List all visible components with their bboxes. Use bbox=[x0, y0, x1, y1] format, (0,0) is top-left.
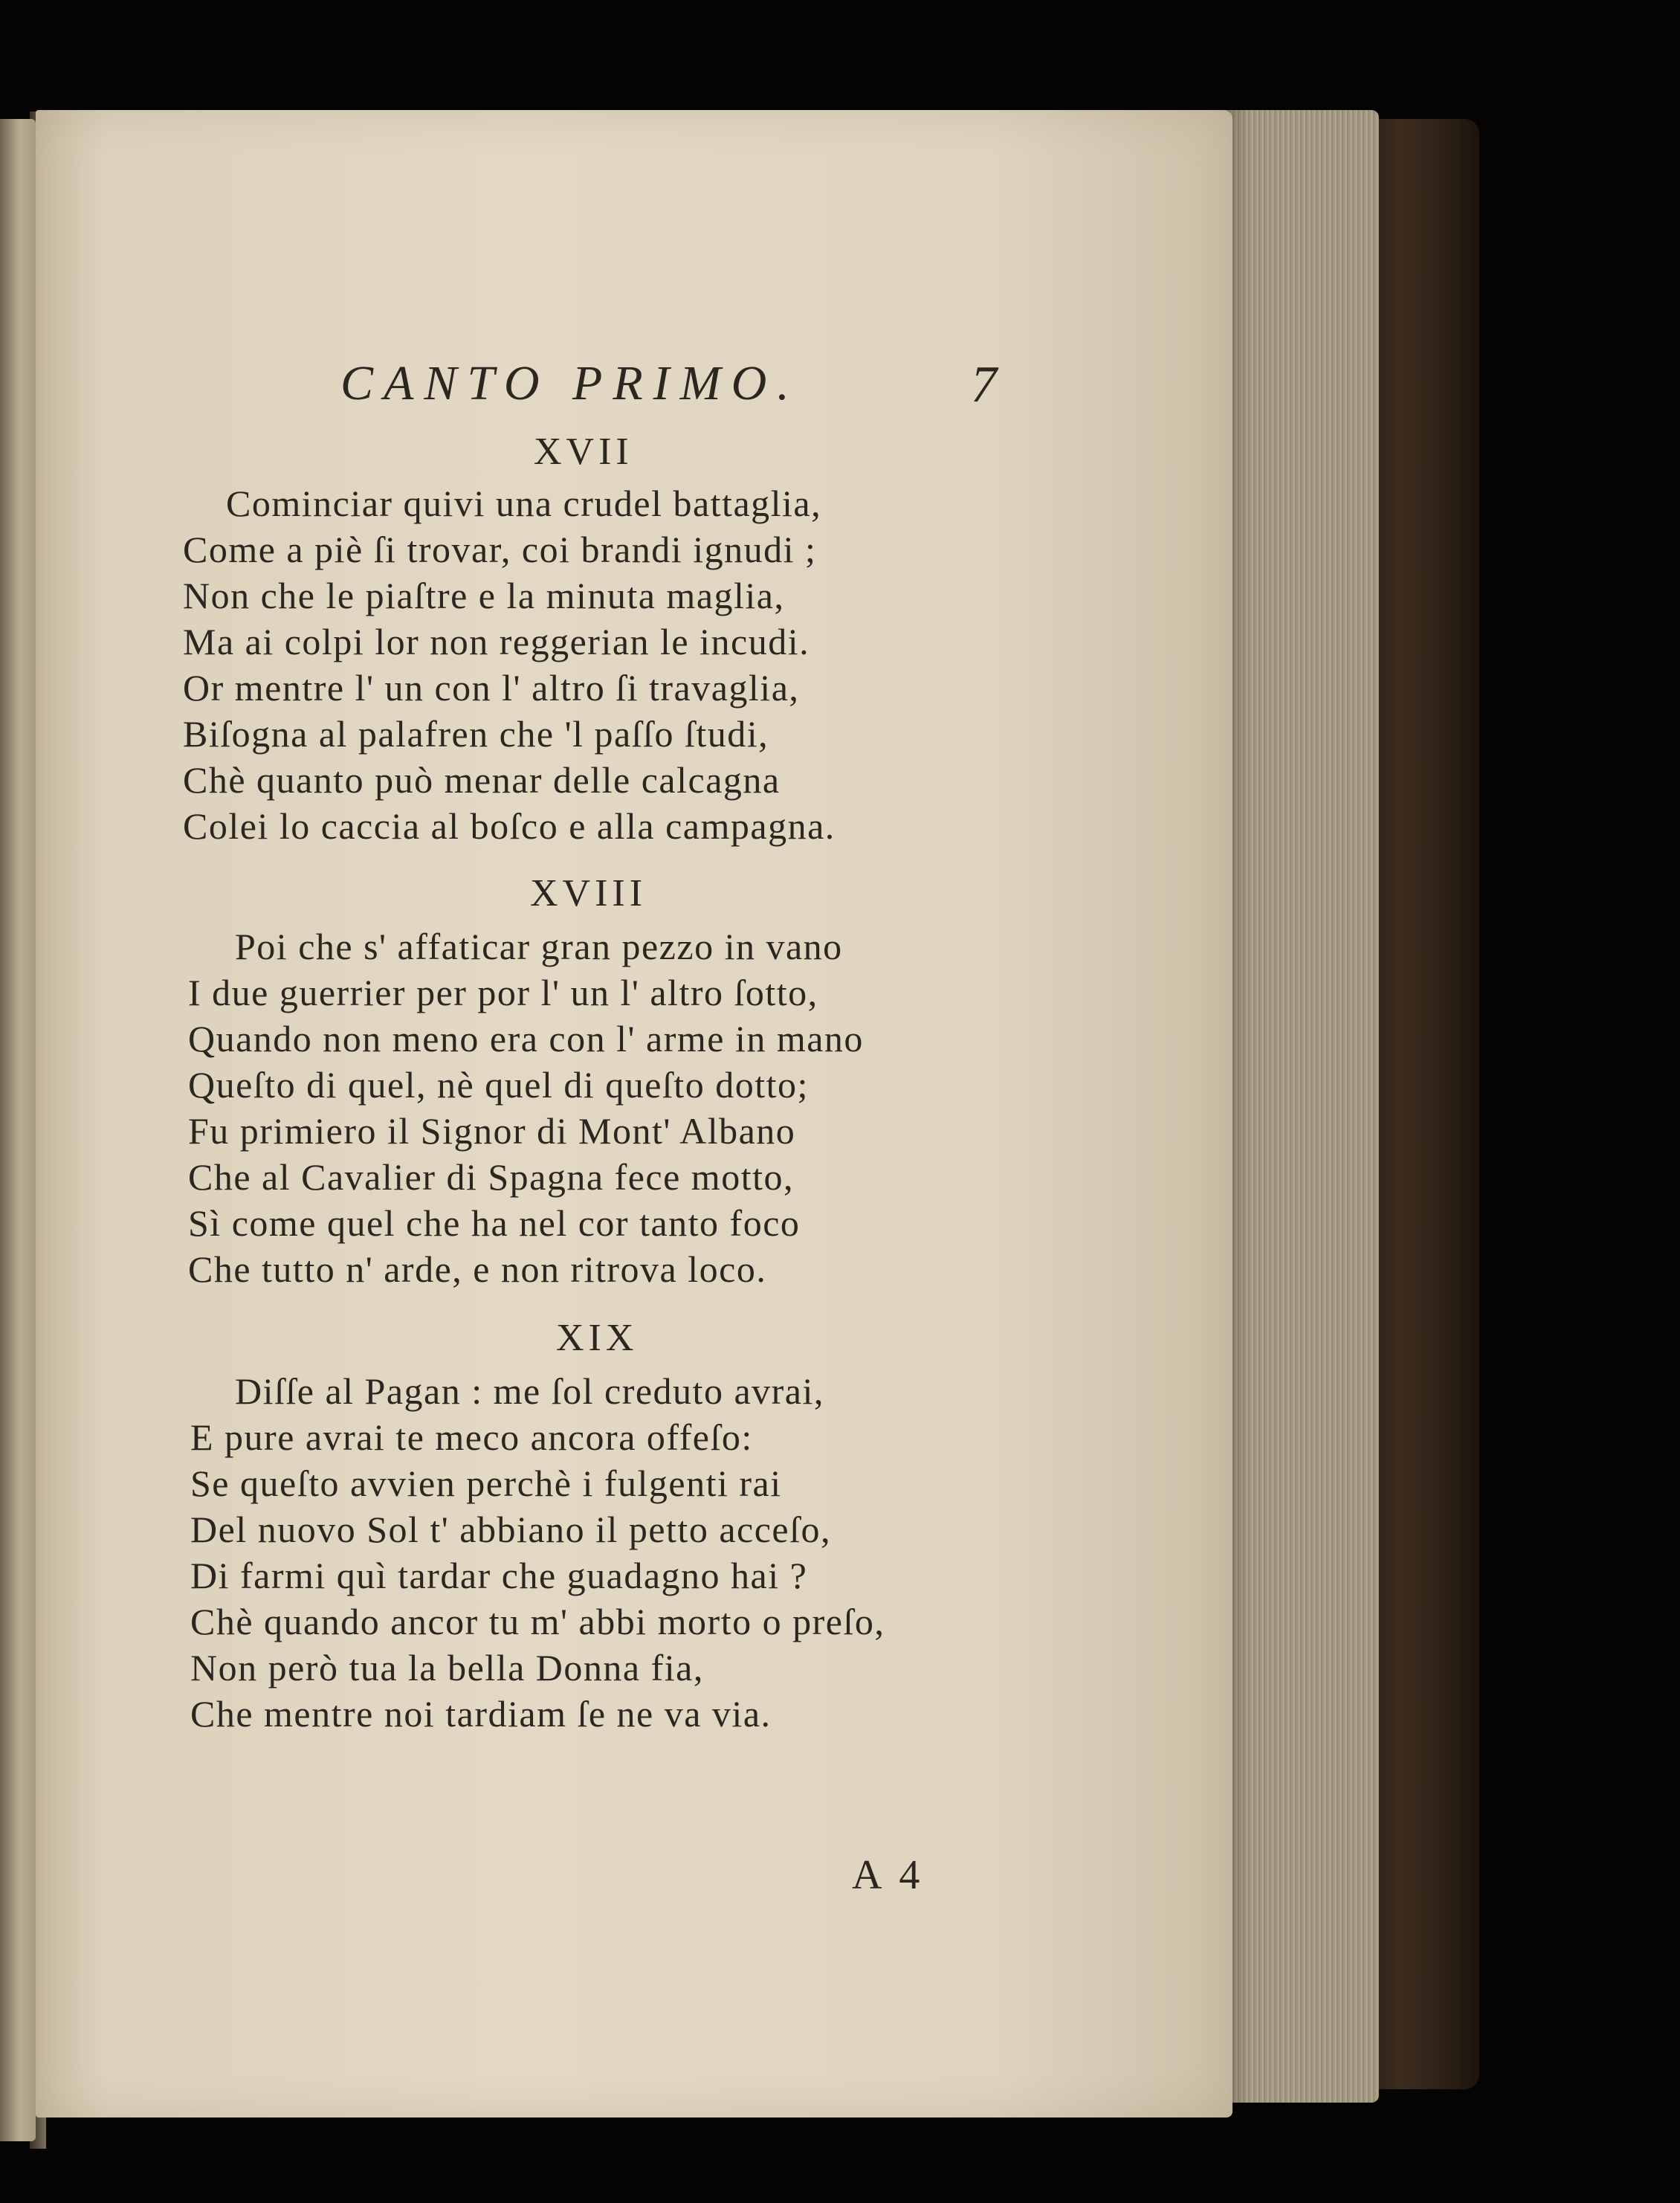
stanza-number: XIX bbox=[556, 1317, 639, 1359]
verse-line: Queſto di quel, nè quel di queſto dotto; bbox=[188, 1064, 809, 1106]
verse-line: Se queſto avvien perchè i fulgenti rai bbox=[190, 1462, 782, 1504]
verse-line: Del nuovo Sol t' abbiano il petto acceſo, bbox=[190, 1509, 831, 1550]
verse-line: Chè quanto può menar delle calcagna bbox=[183, 759, 781, 801]
verse-line: Poi che s' affaticar gran pezzo in vano bbox=[235, 926, 843, 967]
running-head: CANTO PRIMO. bbox=[340, 356, 800, 410]
verse-line: Quando non meno era con l' arme in mano bbox=[188, 1018, 864, 1059]
verse-line: Di farmi quì tardar che guadagno hai ? bbox=[190, 1555, 808, 1596]
page-block-edges bbox=[1219, 110, 1379, 2103]
verse-line: Che al Cavalier di Spagna fece motto, bbox=[188, 1156, 794, 1198]
previous-page-edge bbox=[0, 119, 36, 2141]
verse-line: Ma ai colpi lor non reggerian le incudi. bbox=[183, 621, 810, 662]
verse-line: Non che le piaſtre e la minuta maglia, bbox=[183, 575, 785, 616]
verse-line: Colei lo caccia al boſco e alla campagna. bbox=[183, 805, 836, 847]
page-number: 7 bbox=[971, 356, 997, 413]
leather-cover bbox=[1368, 119, 1479, 2089]
verse-line: Come a piè ſi trovar, coi brandi ignudi ; bbox=[183, 529, 817, 570]
book-page bbox=[36, 110, 1232, 2117]
verse-line: Chè quando ancor tu m' abbi morto o preſo, bbox=[190, 1601, 885, 1642]
verse-line: Cominciar quivi una crudel battaglia, bbox=[226, 483, 822, 524]
verse-line: Fu primiero il Signor di Mont' Albano bbox=[188, 1110, 796, 1152]
verse-line: Che tutto n' arde, e non ritrova loco. bbox=[188, 1248, 767, 1290]
verse-line: Sì come quel che ha nel cor tanto foco bbox=[188, 1202, 801, 1244]
verse-line: E pure avrai te meco ancora offeſo: bbox=[190, 1416, 753, 1458]
stanza-number: XVII bbox=[534, 430, 633, 473]
verse-line: Biſogna al palafren che 'l paſſo ſtudi, bbox=[183, 713, 769, 755]
printer-signature: A 4 bbox=[852, 1852, 925, 1898]
verse-line: Non però tua la bella Donna fia, bbox=[190, 1647, 704, 1688]
verse-line: Diſſe al Pagan : me ſol creduto avrai, bbox=[235, 1370, 824, 1412]
verse-line: I due guerrier per por l' un l' altro ſotto, bbox=[188, 972, 818, 1013]
page-text bbox=[36, 110, 1232, 2117]
verse-line: Or mentre l' un con l' altro ſi travaglia, bbox=[183, 667, 800, 709]
verse-line: Che mentre noi tardiam ſe ne va via. bbox=[190, 1693, 772, 1735]
stanza-number: XVIII bbox=[530, 872, 647, 915]
